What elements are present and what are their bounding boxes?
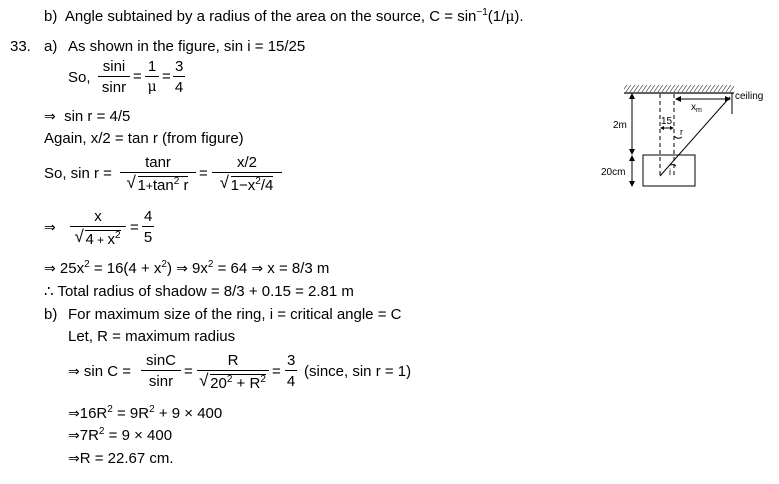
fraction-1-mu	[145, 59, 159, 94]
frac-num: R	[227, 352, 239, 369]
ceiling-hatch	[624, 85, 734, 92]
equals: =	[199, 165, 208, 182]
implies-arrow-icon: ⇒	[44, 220, 56, 236]
fraction-sini-sinr	[98, 59, 130, 95]
step3-line: ⇒R = 22.67 cm.	[68, 450, 174, 467]
frac-num: tanr	[145, 154, 171, 171]
implies-line-sinr	[44, 109, 130, 124]
frac-den: sinr	[101, 79, 127, 96]
equals: =	[133, 68, 142, 85]
arg-close: ).	[514, 8, 524, 25]
prev-part-b-text: Angle subtained by a radius of the area on the source, C =	[64, 8, 458, 25]
sinC-label: ⇒ sin C =	[68, 363, 132, 380]
prev-part-b-line	[44, 9, 524, 24]
mu-symbol: μ	[505, 9, 515, 25]
prev-part-b-label: b)	[44, 8, 58, 25]
frac-num: 4	[144, 208, 153, 225]
fraction-3-4-b	[285, 353, 297, 389]
implies-arrow-icon: ⇒	[68, 406, 80, 422]
fraction-x2	[212, 155, 282, 193]
angle-r-label: r	[680, 127, 683, 137]
ceiling-label: ceiling	[735, 91, 764, 102]
so-label: So,	[68, 69, 91, 86]
fraction-x-sqrt	[70, 209, 126, 247]
inverse-sup: −1	[476, 7, 488, 18]
solve-line: ⇒ $25x^2 = 16(4 + x^2)$ ⇒ $9x^2 = 64$ ⇒ x = 8/3 m	[44, 259, 330, 277]
equals: =	[130, 219, 139, 236]
frac-den: 4	[286, 373, 296, 390]
height-label: 2m	[613, 120, 627, 131]
fraction-4-5	[142, 209, 154, 245]
problem-number: 33.	[10, 38, 31, 55]
fraction-3-4	[173, 59, 185, 95]
fraction-sinC-sinr	[141, 353, 181, 389]
implies-arrow-icon: ⇒	[44, 261, 56, 277]
frac-den: √ $1+\tan^2$ r	[120, 173, 196, 193]
frac-den: 5	[143, 229, 153, 246]
offset-label: 15	[661, 116, 673, 127]
part-b-line2: Let, R = maximum radius	[68, 328, 236, 345]
frac-num: x/2	[236, 154, 257, 171]
part-b-line1: For maximum size of the ring, i = critical angle = C	[68, 306, 402, 323]
therefore-icon: ∴	[44, 283, 54, 300]
shadow-ring-figure	[590, 80, 779, 190]
implies-arrow-icon: ⇒	[251, 261, 264, 277]
implies-arrow-icon: ⇒	[44, 109, 56, 125]
so-sinr-label: So, sin r =	[44, 165, 112, 182]
x-label: $x_m$	[691, 102, 702, 114]
angle-i-label: i	[669, 167, 671, 177]
frac-num: 1	[147, 58, 157, 75]
frac-den: √ $20^2 + R^2$	[197, 371, 269, 391]
part-a-label: a)	[44, 38, 58, 55]
total-radius-line	[44, 284, 354, 299]
since-note: (since, sin r = 1)	[304, 363, 412, 380]
sin-func: sin	[457, 8, 477, 25]
step1-line: $\Rightarrow 16R^2 = 9R^2 + 9 \times 400$	[68, 404, 223, 422]
again-line: Again, x/2 = tan r (from figure)	[44, 130, 244, 147]
frac-den: √ $1-x^2/4$	[212, 173, 282, 193]
part-b-label: b)	[44, 306, 58, 323]
implies-arrow-icon: ⇒	[176, 261, 188, 277]
frac-den: 4	[174, 79, 184, 96]
fraction-R-sqrt	[197, 353, 269, 391]
fraction-tanr	[120, 155, 196, 193]
frac-den: sinr	[148, 373, 174, 390]
frac-num: sini	[102, 58, 126, 75]
equals: =	[184, 363, 193, 380]
frac-num: sinC	[145, 352, 176, 369]
step2-line: $\Rightarrow 7R^2 = 9 \times 400$	[68, 426, 173, 444]
arg-open: (1/	[487, 8, 506, 25]
frac-den: μ	[147, 79, 157, 95]
frac-num: x	[94, 208, 102, 225]
sin-r-value: sin r = 4/5	[64, 108, 131, 125]
frac-num: 3	[287, 352, 296, 369]
part-a-line1: As shown in the figure, sin i = 15/25	[68, 38, 306, 55]
frac-den: √ $4 + x^2$	[70, 227, 126, 247]
depth-label: 20cm	[601, 167, 626, 178]
total-radius-text: Total radius of shadow = 8/3 + 0.15 = 2.81 m	[57, 283, 354, 300]
implies-arrow-icon: ⇒	[68, 428, 80, 444]
frac-num: 3	[175, 58, 184, 75]
equals: =	[272, 363, 281, 380]
implies-arrow-icon: ⇒	[68, 451, 80, 467]
implies-arrow-icon: ⇒	[68, 364, 80, 380]
equals: =	[162, 68, 171, 85]
